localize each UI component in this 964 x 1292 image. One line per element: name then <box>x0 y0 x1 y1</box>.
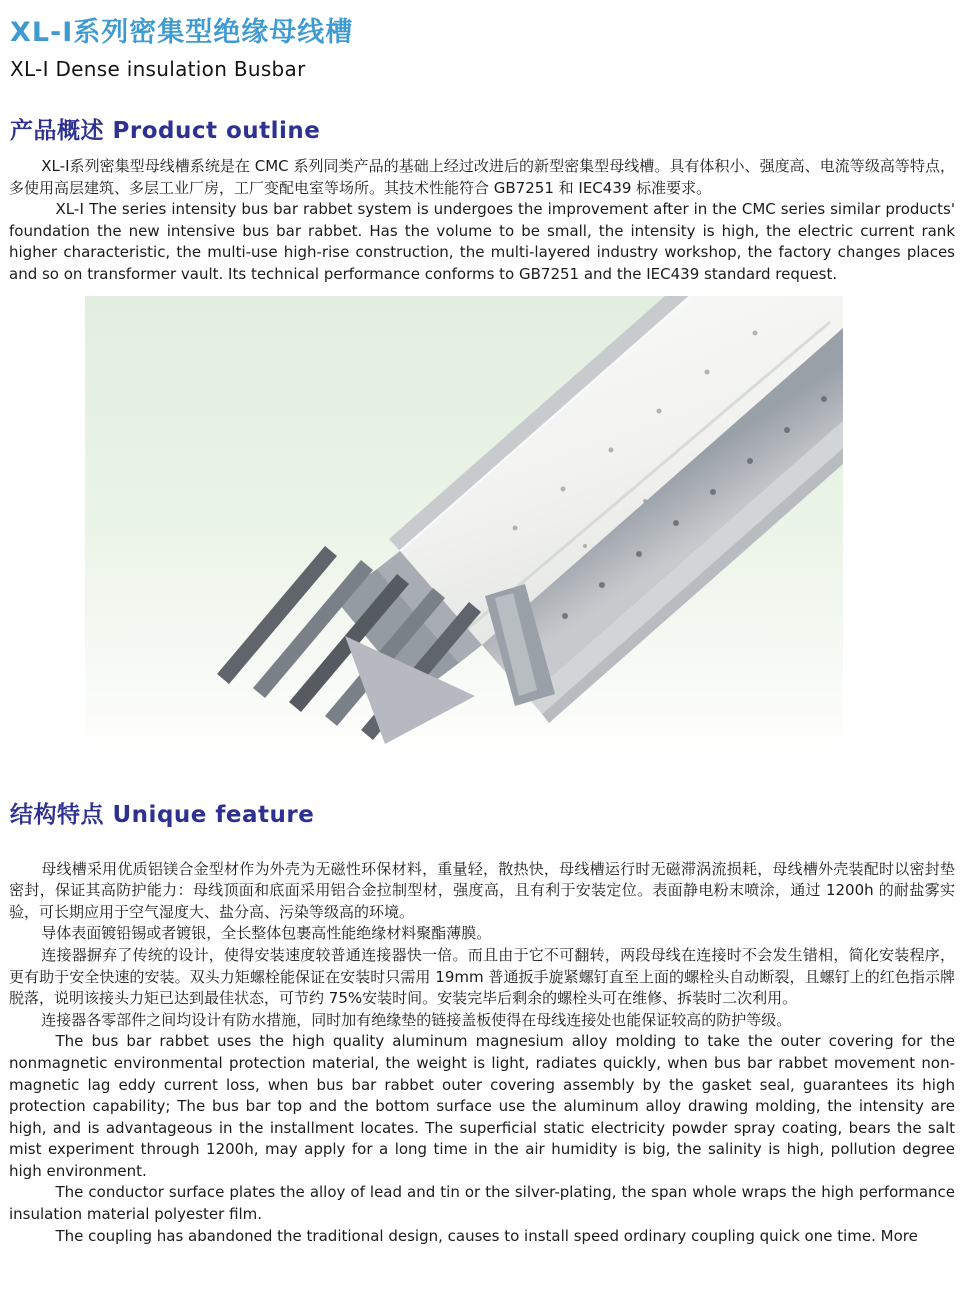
page-title-en: XL-Ⅰ Dense insulation Busbar <box>10 57 306 81</box>
busbar-product-photo <box>85 296 843 744</box>
unique-feature-paragraph-6: The conductor surface plates the alloy of lead and tin or the silver-plating, the span whole wraps the high performance insulation material polyester film. <box>9 1183 955 1224</box>
busbar-photo-illustration <box>85 296 843 744</box>
unique-feature-paragraph-4: 连接器各零部件之间均设计有防水措施，同时加有绝缘垫的链接盖板使得在母线连接处也能保证较高的防护等级。 <box>41 1010 792 1029</box>
unique-feature-paragraph-3: 连接器摒弃了传统的设计，使得安装速度较普通连接器快一倍。而且由于它不可翻转，两段母线在连接时不会发生错相，简化安装程序，更有助于安全快速的安装。双头力矩螺栓能保证在安装时只需用 19mm 普通扳手旋紧螺钉直至上面的螺栓头自动断裂，且螺钉上的红色指示牌脱落，说明该接头力矩已达到最佳状态，可节约 75%安装时间。安装完毕后剩余的螺栓头可在维修、拆装时二次利用。 <box>9 945 955 1008</box>
product-outline-paragraph-zh: XL-Ⅰ系列密集型母线槽系统是在 CMC 系列同类产品的基础上经过改进后的新型密集型母线槽。具有体积小、强度高、电流等级高等特点，多使用高层建筑、多层工业厂房，工厂变配电室等场所。其技术性能符合 GB7251 和 IEC439 标准要求。 <box>9 157 955 197</box>
section-heading-product-outline: 产品概述 Product outline <box>10 118 321 144</box>
unique-feature-paragraph-2: 导体表面镀铅锡或者镀银，全长整体包裹高性能绝缘材料聚酯薄膜。 <box>41 924 492 943</box>
unique-feature-paragraph-5: The bus bar rabbet uses the high quality aluminum magnesium alloy molding to take the outer covering for the nonmagnetic environmental protection material, the weight is light, radiates quickly, when bus bar rabbet movement non-magnetic lag eddy current loss, when bus bar rabbet outer covering assembly by the gasket seal, guarantees its high protection capability; The bus bar top and the bottom surface use the aluminum alloy drawing molding, the intensity are high, and is advantageous in the installment locates. The superficial static electricity powder spray coating, bears the salt mist experiment through 1200h, may apply for a long time in the air humidity is big, the salinity is high, pollution degree high environment. <box>9 1032 955 1180</box>
page-title-zh: XL-Ⅰ系列密集型绝缘母线槽 <box>10 17 354 48</box>
product-outline-paragraph-en: XL-Ⅰ The series intensity bus bar rabbet system is undergoes the improvement after in the CMC series similar products' foundation the new intensive bus bar rabbet. Has the volume to be small, the intensity is high, the electric current rank higher characteristic, the multi-use high-rise construction, the multi-layered industry workshop, the factory changes places and so on transformer vault. Its technical performance conforms to GB7251 and the IEC439 standard request. <box>9 200 955 283</box>
unique-feature-body <box>9 859 955 1248</box>
section-heading-unique-feature: 结构特点 Unique feature <box>10 801 315 828</box>
unique-feature-paragraph-7: The coupling has abandoned the traditional design, causes to install speed ordinary coupling quick one time. More <box>55 1226 918 1245</box>
product-outline-body <box>9 156 955 286</box>
unique-feature-paragraph-1: 母线槽采用优质铝镁合金型材作为外壳为无磁性环保材料，重量轻，散热快，母线槽运行时无磁滞涡流损耗，母线槽外壳装配时以密封垫密封，保证其高防护能力：母线顶面和底面采用铝合金拉制型材，强度高，且有利于安装定位。表面静电粉末喷涂，通过 1200h 的耐盐雾实验，可长期应用于空气湿度大、盐分高、污染等级高的环境。 <box>9 859 955 921</box>
